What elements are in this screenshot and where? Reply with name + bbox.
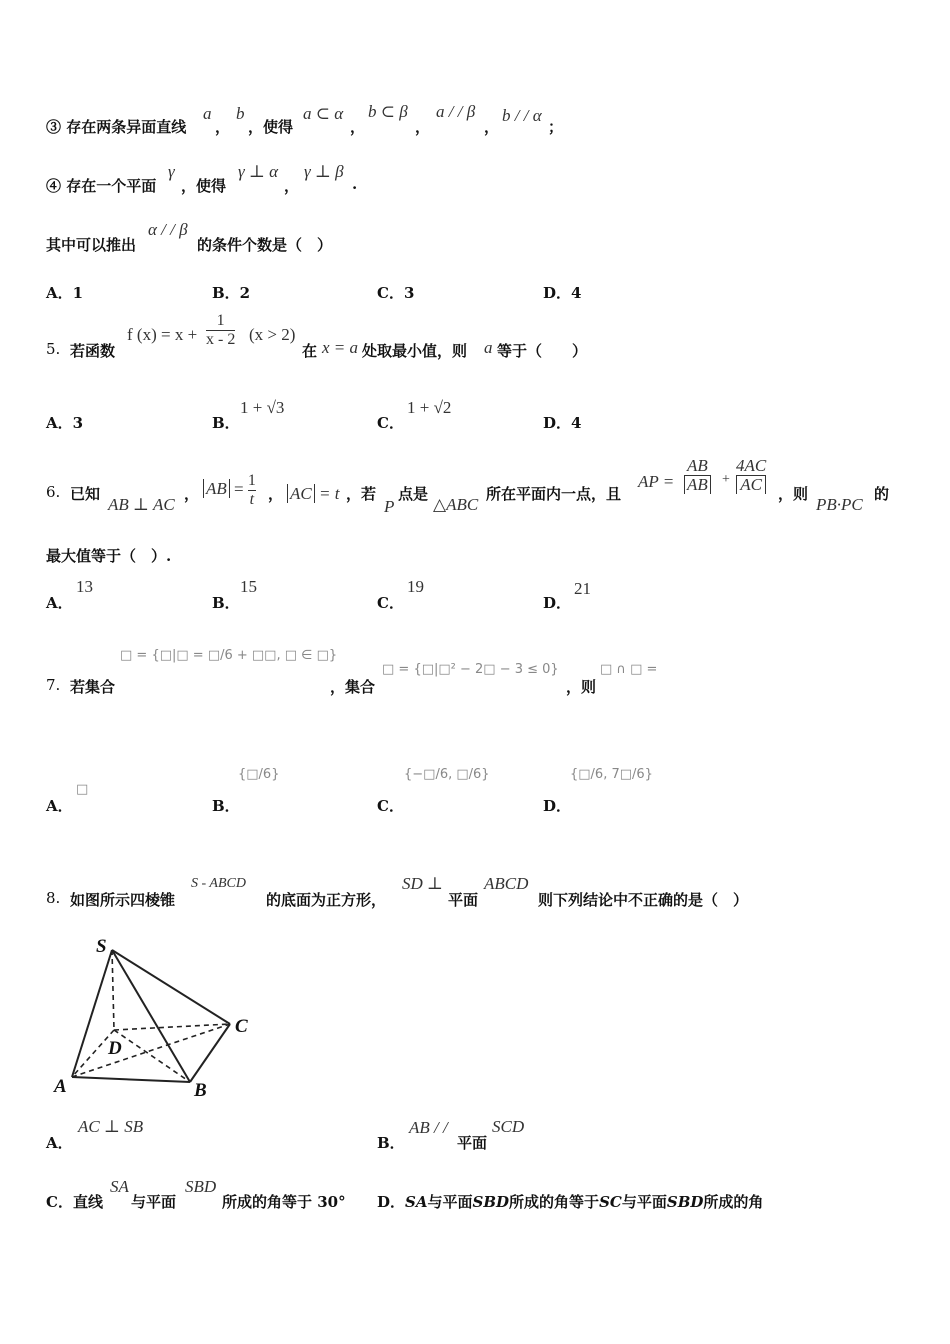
q8-option-a[interactable]: A． [46,1134,73,1152]
sc: SC [599,1193,622,1211]
math-b: b [236,104,245,123]
t2: 所成的角等于 [509,1193,600,1211]
q6-option-b[interactable]: B． [212,594,240,612]
q6-sep3: ，若 [346,485,377,503]
math-sd-perp: SD ⊥ [402,874,444,893]
math-triangle-abc: △ABC [433,495,479,514]
math-1-plus-sqrt3: 1 + √3 [240,398,285,417]
q8-option-c-text: 与平面 [131,1193,177,1211]
math-a-subset-alpha: a ⊂ α [303,104,344,123]
math-ab-parallel: AB / / [409,1118,448,1137]
frac-num: 1 [206,312,235,331]
math-abs-ab [203,472,256,509]
equals: = [234,479,244,499]
math-x-eq-a: x = a [322,338,359,357]
frac-den-ab: AB [684,476,711,494]
math-sbd: SBD [185,1177,217,1196]
q8-option-d[interactable] [377,1191,763,1212]
q5-option-c[interactable]: C． [377,414,404,432]
math-19: 19 [407,577,424,596]
math-plus: + [722,472,730,487]
math-unit-ac [736,457,766,494]
q6-line2: 最大值等于（ ）. [46,547,172,565]
a-intersect-b: □ ∩ □ = [600,662,658,677]
item-4-prefix: ④ 存在一个平面 [46,177,157,195]
q4-question-prefix: 其中可以推出 [46,236,137,254]
abs-ab: AB [203,479,230,498]
math-b-subset-beta: b ⊂ β [368,102,408,121]
q5-number: 5. [46,340,61,358]
item-3-mid: ，使得 [248,118,294,136]
item-4-mid: ，使得 [181,177,227,195]
q4-option-b[interactable]: B．2 [212,284,251,302]
set-b-expression: □ = {□|□² − 2□ − 3 ≤ 0} [382,662,559,677]
edge-sc [112,950,230,1024]
q8-mid2: 平面 [448,891,479,909]
q6-number: 6. [46,483,61,501]
frac-den: t [249,491,255,508]
math-f-of-x: f (x) = x + [127,325,198,344]
q8-mid: 的底面为正方形， [266,891,387,909]
frac-den: x - 2 [206,331,236,348]
q6-mid: 点是 [398,485,429,503]
math-gamma: γ [168,162,175,181]
q4-option-a[interactable]: A．1 [46,284,84,302]
q8-option-c-text2: 所成的角等于 30° [222,1193,346,1211]
edge-sa [72,950,112,1077]
math-a: a [203,104,212,123]
q4-question-suffix: 的条件个数是（ ） [197,236,333,254]
q8-suffix: 则下列结论中不正确的是（ ） [538,891,749,909]
q5-prefix: 若函数 [70,342,116,360]
math-sa: SA [110,1177,129,1196]
math-gamma-perp-beta: γ ⊥ β [304,162,344,181]
diag-db [114,1030,190,1082]
math-pyramid: S - ABCD [191,876,246,891]
edge-ab [72,1077,190,1082]
t4: 所成的角 [703,1193,764,1211]
q7-option-c[interactable]: C． [377,797,404,815]
item-4-end: . [352,175,358,193]
sbd: SBD [472,1193,510,1211]
q7-number: 7. [46,676,61,694]
math-empty-box: □ [76,782,89,797]
math-alpha-parallel-beta: α / / β [148,220,188,239]
q8-prefix: 如图所示四棱锥 [70,891,176,909]
q8-number: 8. [46,889,61,907]
edge-sd [112,950,114,1030]
math-set-b: {□/6} [238,767,280,782]
math-p: P [384,497,395,516]
q8-option-b[interactable]: B． [377,1134,405,1152]
sep: ， [484,118,500,136]
q7-option-d[interactable]: D． [543,797,572,815]
math-a-parallel-beta: a / / β [436,102,476,121]
q5-mid2: 处取最小值，则 [362,342,468,360]
q5-option-b[interactable]: B． [212,414,240,432]
t3: 与平面 [621,1193,667,1211]
edge-bc [190,1024,230,1082]
math-21: 21 [574,579,591,598]
q4-option-d[interactable]: D．4 [543,284,582,302]
math-ab-perp-ac: AB ⊥ AC [108,495,175,514]
label-d: D [108,1038,122,1059]
math-13: 13 [76,577,93,596]
q7-prefix: 若集合 [70,678,116,696]
math-scd: SCD [492,1117,525,1136]
label-c: C [235,1016,248,1037]
math-set-d: {□/6, 7□/6} [570,767,653,782]
edge-sb [112,950,190,1082]
math-gamma-perp-alpha: γ ⊥ α [238,162,279,181]
q8-option-b-text: 平面 [457,1134,488,1152]
q7-mid: ，集合 [330,678,376,696]
q5-mid: 在 [302,342,318,360]
q6-mid2: 所在平面内一点，且 [486,485,622,503]
math-vector-ap: AP = [638,472,675,491]
sep: ， [215,118,231,136]
label-b: B [194,1080,207,1101]
frac-num: 1 [247,472,256,489]
q5-option-a[interactable]: A．3 [46,414,84,432]
q6-option-a[interactable]: A． [46,594,73,612]
sa: SA [405,1193,428,1211]
q8-option-c[interactable]: C．直线 [46,1193,103,1211]
math-condition: (x > 2) [249,325,296,344]
q5-option-d[interactable]: D．4 [543,414,582,432]
math-unit-ab [684,457,711,494]
q4-option-c[interactable]: C．3 [377,284,415,302]
sep: ， [350,118,366,136]
q6-option-c[interactable]: C． [377,594,404,612]
sep: ， [184,485,200,503]
label-a: A [54,1076,67,1097]
q6-suffix: 的 [874,485,890,503]
q7-option-a[interactable]: A． [46,797,73,815]
frac-den-ac: AC [736,476,766,494]
math-abcd: ABCD [484,874,529,893]
math-1-plus-sqrt2: 1 + √2 [407,398,452,417]
q7-mid2: ，则 [566,678,597,696]
math-abs-ac [287,484,339,504]
math-pb-dot-pc: PB·PC [816,495,863,514]
sep: ， [415,118,431,136]
math-15: 15 [240,577,257,596]
q7-option-b[interactable]: B． [212,797,240,815]
eq-t: = t [318,484,340,503]
frac-num-ab: AB [684,457,711,476]
label-s: S [96,936,107,957]
sep: ， [268,485,284,503]
sep: ， [284,177,300,195]
pyramid-figure [52,932,262,1102]
item-3-prefix: ③ 存在两条异面直线 [46,118,187,136]
math-set-c: {−□/6, □/6} [404,767,490,782]
q6-mid3: ，则 [778,485,809,503]
q6-prefix: 已知 [70,485,101,503]
t1: 与平面 [427,1193,473,1211]
frac-num-ac: 4AC [736,456,767,475]
abs-ac: AC [287,484,315,503]
math-ac-perp-sb: AC ⊥ SB [78,1117,144,1136]
item-3-end: ； [548,118,564,136]
set-a-expression: □ = {□|□ = □/6 + □□, □ ∈ □} [120,648,338,663]
sbd2: SBD [666,1193,704,1211]
math-fraction [206,312,235,349]
math-b-parallel-alpha: b / / α [502,106,542,125]
q6-option-d[interactable]: D． [543,594,572,612]
q8-option-d-label: D． [377,1193,406,1211]
math-a: a [484,338,493,357]
q5-suffix: 等于（ ） [497,342,588,360]
